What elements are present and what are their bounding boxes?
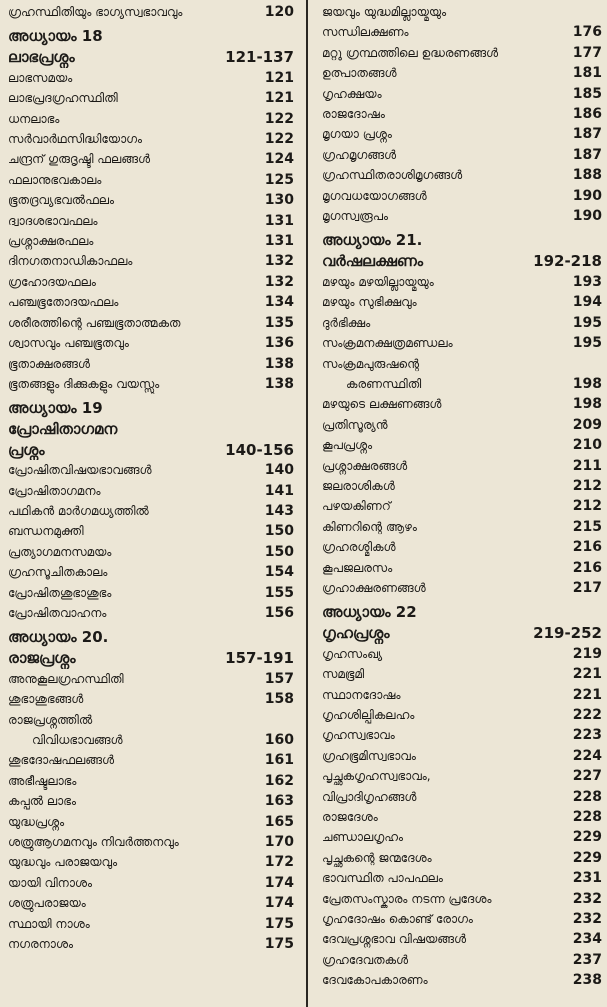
page-number: 194	[572, 294, 602, 311]
page-number: 232	[572, 911, 602, 928]
toc-entry	[8, 562, 294, 582]
toc-entry	[8, 501, 294, 521]
page-number: 175	[264, 936, 294, 953]
toc-entry	[322, 272, 602, 292]
toc-entry	[8, 354, 294, 374]
entry-title: മഴയും സുഭിക്ഷവും	[322, 295, 417, 310]
toc-entry	[8, 460, 294, 480]
page-number: 174	[264, 895, 294, 912]
section-heading	[8, 47, 294, 67]
page-number: 132	[264, 273, 294, 290]
section-heading	[8, 648, 294, 668]
toc-entry	[322, 644, 602, 664]
entry-title: കിണറിന്റെ ആഴം	[322, 519, 417, 534]
toc-entry	[8, 603, 294, 623]
entry-title: ലാഭസമയം	[8, 70, 73, 85]
page-number: 227	[572, 768, 602, 785]
entry-title: മൃഗയാ പ്രശ്നം	[322, 127, 392, 142]
entry-title: ഗ്രഹസ്ഥിതരാശിമൃഗങ്ങൾ	[322, 168, 463, 183]
entry-title: ഗൃഹശില്പികലഹം	[322, 708, 415, 722]
toc-entry	[322, 2, 602, 22]
column-divider	[306, 0, 308, 1007]
toc-entry	[8, 852, 294, 872]
entry-title: ദേവപ്രശ്നഭാവ വിഷയങ്ങൾ	[322, 932, 467, 947]
page-number: 177	[572, 44, 602, 61]
page-number: 229	[572, 849, 602, 866]
toc-entry	[8, 292, 294, 312]
toc-entry	[322, 165, 602, 185]
entry-title: വിപ്രാദിഗൃഹങ്ങൾ	[322, 789, 417, 804]
entry-title: ഗ്രഹാക്ഷരണങ്ങൾ	[322, 580, 426, 595]
toc-entry	[322, 84, 602, 104]
toc-entry	[322, 787, 602, 807]
entry-title: ശത്രുപരാജയം	[8, 896, 86, 911]
entry-title: സർവാർഥസിദ്ധിയോഗം	[8, 132, 143, 147]
page-number: 237	[572, 951, 602, 968]
entry-title: മറ്റു ഗ്രന്ഥത്തിലെ ഉദ്ധരണങ്ങൾ	[322, 45, 499, 60]
page-number: 192-218	[533, 252, 602, 271]
toc-entry	[8, 750, 294, 770]
page-number: 238	[572, 972, 602, 989]
toc-entry	[322, 578, 602, 598]
page-number: 188	[572, 167, 602, 184]
entry-title: ശരീരത്തിന്റെ പഞ്ചഭൂതാത്മകത	[8, 315, 181, 330]
entry-title: ദുർഭിക്ഷം	[322, 315, 371, 330]
entry-title: ദേവകോപകാരണം	[322, 973, 428, 988]
toc-entry	[8, 689, 294, 709]
toc-entry	[8, 251, 294, 271]
entry-title: പ്രേതസംസ്കാരം നടന്ന പ്രദേശം	[322, 891, 492, 906]
section-title: രാജപ്രശ്നം	[8, 649, 76, 668]
toc-entry	[322, 435, 602, 455]
toc-entry	[8, 791, 294, 811]
chapter-heading	[322, 601, 602, 623]
entry-title: നഗരനാശം	[8, 937, 73, 952]
entry-title: ചണ്ഡാലഗൃഹം	[322, 830, 404, 845]
toc-entry	[322, 63, 602, 83]
toc-entry	[322, 827, 602, 847]
page-number: 162	[264, 772, 294, 789]
page-number: 138	[264, 355, 294, 372]
toc-entry	[8, 710, 294, 730]
entry-title: ഭൂതാക്ഷരങ്ങൾ	[8, 356, 90, 371]
entry-title: കപ്പൽ ലാഭം	[8, 794, 76, 809]
toc-entry	[8, 231, 294, 251]
entry-title: ഫലാനുഭവകാലം	[8, 172, 102, 187]
entry-title: സ്ഥായി നാശം	[8, 916, 90, 931]
entry-title: ശത്രുആഗമനവും നിവർത്തനവും	[8, 835, 179, 850]
page-number: 186	[572, 106, 602, 123]
toc-entry	[322, 496, 602, 516]
page-number: 131	[264, 233, 294, 250]
chapter-heading	[8, 397, 294, 419]
entry-title: ഗ്രഹരശ്മികൾ	[322, 540, 396, 555]
toc-entry	[322, 456, 602, 476]
entry-title: പ്രശ്നാക്ഷരങ്ങൾ	[322, 458, 408, 473]
page-number: 125	[264, 171, 294, 188]
entry-title: ഭൂതങ്ങളും ദിക്കുകളും വയസ്സും	[8, 376, 160, 391]
page-number: 121-137	[225, 48, 294, 67]
page-number: 134	[264, 294, 294, 311]
page-number: 132	[264, 253, 294, 270]
toc-entry	[322, 517, 602, 537]
toc-entry	[322, 313, 602, 333]
entry-title: പഴയകിണറ്	[322, 499, 391, 514]
toc-entry	[8, 109, 294, 129]
entry-title: കൂപജലരസം	[322, 560, 393, 575]
page-number: 209	[572, 416, 602, 433]
entry-title: രാജപ്രശ്നത്തിൽ	[8, 712, 93, 727]
toc-entry	[322, 22, 602, 42]
entry-title: ബന്ധനമുക്തി	[8, 524, 84, 539]
page-number: 229	[572, 829, 602, 846]
toc-entry	[8, 2, 294, 22]
entry-title: കരണസ്ഥിതി	[346, 376, 422, 391]
page-number: 224	[572, 747, 602, 764]
entry-title: പ്രത്യാഗമനസമയം	[8, 544, 112, 559]
toc-entry	[322, 206, 602, 226]
toc-entry	[322, 848, 602, 868]
toc-entry	[8, 88, 294, 108]
entry-title: ഗൃഹക്ഷയം	[322, 86, 382, 101]
toc-entry	[8, 812, 294, 832]
toc-entry	[8, 542, 294, 562]
entry-title: യായി വിനാശം	[8, 875, 93, 890]
entry-title: രാജദേശം	[322, 810, 378, 825]
page-number: 120	[264, 4, 294, 20]
page-number: 157-191	[225, 649, 294, 668]
entry-title: സംക്രമനക്ഷത്രമണ്ഡലം	[322, 336, 453, 351]
toc-entry	[322, 394, 602, 414]
entry-title: ഗ്രഹോദയഫലം	[8, 274, 96, 289]
toc-entry	[8, 333, 294, 353]
toc-entry	[8, 873, 294, 893]
page-number: 187	[572, 126, 602, 143]
section-heading	[8, 419, 294, 439]
toc-entry	[322, 807, 602, 827]
toc-entry	[8, 374, 294, 394]
entry-title: വിവിധഭാവങ്ങൾ	[32, 733, 123, 747]
entry-title: മൃഗസ്വരൂപം	[322, 209, 388, 224]
section-heading	[322, 251, 602, 271]
toc-right-column	[322, 2, 602, 1007]
toc-entry	[8, 313, 294, 333]
entry-title: ഉത്പാതങ്ങൾ	[322, 66, 397, 81]
toc-entry	[322, 929, 602, 949]
page-number: 124	[264, 151, 294, 168]
page-number: 136	[264, 335, 294, 352]
entry-title: കൂപപ്രശ്നം	[322, 438, 373, 453]
toc-entry	[8, 68, 294, 88]
toc-entry	[322, 124, 602, 144]
page-number: 216	[572, 539, 602, 556]
chapter-heading	[322, 229, 602, 251]
toc-entry	[8, 730, 294, 750]
entry-title: സന്ധിലക്ഷണം	[322, 25, 409, 40]
toc-entry	[8, 669, 294, 689]
page-number: 185	[572, 85, 602, 102]
entry-title: പൃച്ഛകഗൃഹസ്വഭാവം,	[322, 769, 431, 784]
toc-entry	[8, 893, 294, 913]
toc-entry	[322, 950, 602, 970]
entry-title: ശുഭാശുഭങ്ങൾ	[8, 692, 84, 707]
toc-left-column	[8, 2, 294, 1007]
toc-entry	[322, 725, 602, 745]
section-title: പ്രശ്നം	[8, 440, 45, 459]
entry-title: പ്രതിസൂര്യൻ	[322, 417, 388, 432]
toc-entry	[8, 914, 294, 934]
entry-title: പൃച്ഛകന്റെ ജന്മദേശം	[322, 850, 432, 865]
page-number: 131	[264, 212, 294, 229]
page-number: 212	[572, 498, 602, 515]
page-number: 190	[572, 208, 602, 225]
page-number: 122	[264, 110, 294, 127]
entry-title: യുദ്ധപ്രശ്നം	[8, 814, 65, 829]
toc-entry	[322, 374, 602, 394]
page-number: 211	[572, 457, 602, 474]
toc-entry	[322, 476, 602, 496]
page-number: 140	[264, 462, 294, 479]
page-number: 170	[264, 834, 294, 851]
page-number: 228	[572, 788, 602, 805]
entry-title: ഗൃഹസ്വഭാവം	[322, 728, 395, 743]
page-number: 175	[264, 915, 294, 932]
page-number: 121	[264, 90, 294, 107]
entry-title: പ്രോഷിതശുഭാശുഭം	[8, 585, 112, 600]
toc-entry	[8, 583, 294, 603]
page-number: 160	[264, 732, 294, 748]
chapter-title: അധ്യായം 20.	[8, 628, 109, 647]
entry-title: യുദ്ധവും പരാജയവും	[8, 855, 118, 870]
entry-title: ദ്വാദശഭാവഫലം	[8, 213, 98, 228]
chapter-title: അധ്യായം 21.	[322, 231, 423, 250]
entry-title: ദിനഗതനാഡികാഫലം	[8, 254, 133, 269]
toc-entry	[8, 272, 294, 292]
page-number: 181	[572, 65, 602, 82]
entry-title: ലാഭപ്രദഗ്രഹസ്ഥിതി	[8, 91, 118, 106]
page-number: 234	[572, 931, 602, 948]
entry-title: ഭൂതദ്രവ്യഭവൽഫലം	[8, 193, 115, 208]
page-number: 219	[572, 645, 602, 662]
toc-entry	[322, 415, 602, 435]
page-number: 217	[572, 579, 602, 596]
toc-entry	[8, 934, 294, 954]
entry-title: സമഭൂമി	[322, 667, 365, 682]
page-number: 154	[264, 564, 294, 581]
entry-title: ചന്ദ്രന് ഗുരുദൃഷ്ടി ഫലങ്ങൾ	[8, 152, 151, 167]
page-number: 187	[572, 146, 602, 163]
chapter-heading	[8, 626, 294, 648]
page-number: 215	[572, 518, 602, 535]
toc-entry	[322, 685, 602, 705]
entry-title: പ്രോഷിതാഗമനം	[8, 483, 101, 498]
entry-title: ഗ്രഹഭൂമിസ്വഭാവം	[322, 748, 416, 763]
toc-entry	[322, 104, 602, 124]
page-number: 216	[572, 559, 602, 576]
page-number: 156	[264, 604, 294, 621]
page-number: 150	[264, 543, 294, 560]
page-number: 121	[264, 69, 294, 86]
page-number: 158	[264, 691, 294, 708]
section-title: പ്രോഷിതാഗമന	[8, 420, 118, 439]
page-number: 122	[264, 131, 294, 148]
entry-title: അനുകൂലഗ്രഹസ്ഥിതി	[8, 671, 124, 686]
toc-entry	[322, 970, 602, 990]
toc-entry	[322, 746, 602, 766]
entry-title: ജലരാശികൾ	[322, 478, 395, 493]
page-number: 195	[572, 335, 602, 352]
entry-title: രാജദോഷം	[322, 107, 385, 122]
entry-title: ജയവും യുദ്ധമില്ലായ്മയും	[322, 5, 447, 19]
page-number: 221	[572, 686, 602, 703]
page-number: 157	[264, 670, 294, 687]
entry-title: ഭാവസ്ഥിത പാപഫലം	[322, 871, 443, 886]
toc-entry	[8, 521, 294, 541]
entry-title: ഗ്രഹസൂചിതകാലം	[8, 565, 108, 580]
toc-entry	[8, 190, 294, 210]
page-number: 190	[572, 187, 602, 204]
toc-entry	[322, 354, 602, 374]
page-number: 232	[572, 890, 602, 907]
page-number: 195	[572, 314, 602, 331]
entry-title: ധനലാഭം	[8, 111, 60, 126]
section-heading	[322, 623, 602, 643]
entry-title: പ്രശ്നാക്ഷരഫലം	[8, 234, 94, 249]
page-number: 223	[572, 727, 602, 744]
page-number: 222	[572, 707, 602, 723]
page-number: 165	[264, 813, 294, 830]
entry-title: ഗൃഹദോഷം കൊണ്ട് രോഗം	[322, 912, 473, 927]
entry-title: പഞ്ചഭൂതോദയഫലം	[8, 295, 119, 310]
page-number: 231	[572, 870, 602, 887]
page-number: 163	[264, 793, 294, 810]
page-number: 193	[572, 273, 602, 290]
page-number: 138	[264, 375, 294, 392]
entry-title: പ്രോഷിതവാഹനം	[8, 605, 107, 620]
entry-title: ഗ്രഹമൃഗങ്ങൾ	[322, 147, 397, 162]
toc-entry	[322, 705, 602, 725]
page-number: 141	[264, 482, 294, 499]
entry-title: മഴയും മഴയില്ലായ്മയും	[322, 274, 434, 289]
chapter-title: അധ്യായം 18	[8, 27, 103, 46]
page-number: 212	[572, 477, 602, 494]
entry-title: സ്ഥാനദോഷം	[322, 687, 401, 702]
section-title: ഗൃഹപ്രശ്നം	[322, 624, 390, 643]
chapter-title: അധ്യായം 22	[322, 603, 417, 622]
page-number: 155	[264, 584, 294, 601]
page-number: 221	[572, 666, 602, 683]
page-number: 228	[572, 809, 602, 826]
toc-entry	[8, 211, 294, 231]
entry-title: ഗ്രഹദേവതകൾ	[322, 952, 409, 967]
toc-entry	[322, 558, 602, 578]
toc-entry	[322, 333, 602, 353]
page-number: 198	[572, 396, 602, 413]
entry-title: ഗൃഹസംഖ്യ	[322, 646, 383, 661]
chapter-heading	[8, 25, 294, 47]
page-number: 219-252	[533, 624, 602, 643]
page-number: 198	[572, 375, 602, 392]
toc-entry	[322, 909, 602, 929]
toc-entry	[322, 145, 602, 165]
entry-title: പ്രോഷിതവിഷയഭാവങ്ങൾ	[8, 463, 152, 478]
toc-entry	[322, 292, 602, 312]
page-number: 210	[572, 437, 602, 454]
entry-title: മഴയുടെ ലക്ഷണങ്ങൾ	[322, 397, 442, 412]
entry-title: ശുഭദോഷഫലങ്ങൾ	[8, 753, 115, 768]
page-number: 130	[264, 192, 294, 209]
toc-entry	[8, 170, 294, 190]
section-title: ലാഭപ്രശ്നം	[8, 48, 75, 67]
toc-entry	[8, 149, 294, 169]
toc-entry	[322, 766, 602, 786]
page-number: 161	[264, 752, 294, 769]
page-number: 176	[572, 24, 602, 41]
entry-title: ശ്വാസവും പഞ്ചഭൂതവും	[8, 336, 129, 351]
page-number: 135	[264, 314, 294, 331]
section-heading	[8, 440, 294, 460]
toc-entry	[8, 481, 294, 501]
page-number: 174	[264, 874, 294, 891]
entry-title: പഥികൻ മാർഗമധ്യത്തിൽ	[8, 503, 149, 518]
toc-entry	[322, 43, 602, 63]
section-title: വർഷലക്ഷണം	[322, 252, 424, 271]
toc-entry	[8, 129, 294, 149]
toc-entry	[322, 889, 602, 909]
toc-entry	[8, 771, 294, 791]
entry-title: ഗ്രഹസ്ഥിതിയും ഭാഗ്യസ്വഭാവവും	[8, 5, 183, 19]
page-number: 172	[264, 854, 294, 871]
toc-entry	[322, 868, 602, 888]
page-number: 140-156	[225, 440, 294, 459]
page-number: 143	[264, 502, 294, 519]
entry-title: സംക്രമപുരുഷന്റെ	[322, 356, 419, 371]
toc-entry	[8, 832, 294, 852]
entry-title: മൃഗവധയോഗങ്ങൾ	[322, 188, 427, 203]
toc-entry	[322, 664, 602, 684]
toc-entry	[322, 186, 602, 206]
entry-title: അഭീഷ്ടലാഭം	[8, 773, 77, 788]
chapter-title: അധ്യായം 19	[8, 399, 103, 418]
toc-entry	[322, 537, 602, 557]
page-number: 150	[264, 523, 294, 540]
